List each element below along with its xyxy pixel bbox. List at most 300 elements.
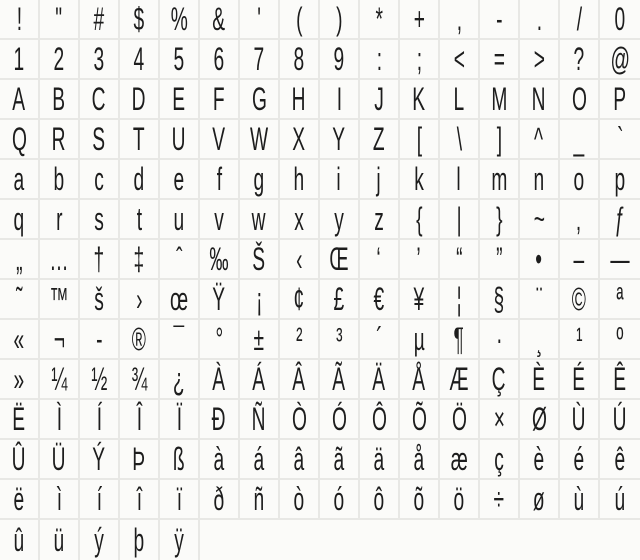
glyph: % — [170, 1, 188, 37]
glyph-cell[interactable] — [520, 40, 560, 80]
glyph-cell[interactable] — [0, 280, 40, 320]
glyph-cell[interactable] — [280, 320, 320, 360]
glyph: Á — [252, 361, 266, 397]
glyph-cell[interactable] — [600, 0, 640, 40]
glyph-cell[interactable] — [0, 320, 40, 360]
glyph-cell[interactable] — [200, 440, 240, 480]
glyph-cell[interactable] — [320, 160, 360, 200]
glyph-cell[interactable] — [80, 0, 120, 40]
glyph: Ù — [572, 401, 586, 437]
glyph: ‰ — [209, 241, 229, 277]
glyph-cell[interactable] — [80, 480, 120, 520]
glyph-cell[interactable] — [520, 320, 560, 360]
glyph-cell[interactable] — [80, 440, 120, 480]
glyph-cell[interactable] — [360, 80, 400, 120]
glyph: Œ — [329, 241, 349, 277]
glyph-cell[interactable] — [40, 40, 80, 80]
glyph: Ý — [92, 441, 106, 477]
glyph: Î — [136, 401, 142, 437]
glyph-cell[interactable] — [120, 360, 160, 400]
glyph: o — [573, 161, 585, 197]
glyph: Š — [252, 241, 266, 277]
glyph-cell[interactable] — [440, 160, 480, 200]
glyph-cell[interactable] — [0, 160, 40, 200]
glyph-cell[interactable] — [600, 40, 640, 80]
glyph: Ÿ — [212, 281, 226, 317]
glyph-cell[interactable] — [80, 160, 120, 200]
glyph-cell[interactable] — [40, 320, 80, 360]
glyph-cell[interactable] — [40, 480, 80, 520]
glyph-cell[interactable] — [0, 520, 40, 560]
glyph-cell[interactable] — [80, 320, 120, 360]
glyph-cell[interactable] — [120, 120, 160, 160]
glyph-cell[interactable] — [320, 40, 360, 80]
glyph-cell[interactable] — [80, 400, 120, 440]
glyph: M — [491, 81, 507, 117]
glyph: ° — [215, 321, 223, 357]
glyph-cell[interactable] — [480, 0, 520, 40]
glyph: q — [13, 201, 25, 237]
glyph-cell[interactable] — [560, 360, 600, 400]
glyph: ” — [495, 241, 503, 277]
glyph: k — [414, 161, 424, 197]
glyph-cell[interactable] — [160, 40, 200, 80]
glyph: - — [495, 1, 503, 37]
glyph-cell[interactable] — [80, 280, 120, 320]
glyph-cell[interactable] — [600, 400, 640, 440]
glyph-cell[interactable] — [320, 120, 360, 160]
glyph-cell[interactable] — [240, 240, 280, 280]
glyph-cell[interactable] — [440, 440, 480, 480]
glyph: : — [376, 41, 382, 77]
glyph-cell[interactable] — [400, 360, 440, 400]
glyph: ¾ — [130, 361, 148, 397]
glyph: c — [94, 161, 104, 197]
glyph-cell[interactable] — [320, 0, 360, 40]
glyph-cell[interactable] — [400, 40, 440, 80]
glyph-cell[interactable] — [440, 240, 480, 280]
glyph-cell[interactable] — [80, 120, 120, 160]
glyph-cell[interactable] — [360, 0, 400, 40]
glyph-cell[interactable] — [600, 80, 640, 120]
glyph-cell[interactable] — [400, 320, 440, 360]
glyph-cell[interactable] — [0, 80, 40, 120]
glyph-cell[interactable] — [80, 360, 120, 400]
glyph-cell[interactable] — [120, 480, 160, 520]
glyph: \ — [456, 121, 462, 157]
glyph: w — [252, 201, 266, 237]
glyph: U — [172, 121, 186, 157]
glyph-cell[interactable] — [200, 360, 240, 400]
glyph-cell[interactable] — [120, 520, 160, 560]
glyph: @ — [610, 41, 630, 77]
glyph-cell[interactable] — [440, 480, 480, 520]
glyph-cell[interactable] — [240, 440, 280, 480]
glyph-cell[interactable] — [120, 240, 160, 280]
glyph-cell[interactable] — [0, 200, 40, 240]
glyph: C — [92, 81, 106, 117]
glyph-cell[interactable] — [280, 440, 320, 480]
glyph: ‹ — [295, 241, 303, 277]
glyph-cell[interactable] — [480, 400, 520, 440]
glyph: e — [173, 161, 185, 197]
glyph-cell[interactable] — [560, 240, 600, 280]
glyph: œ — [169, 281, 189, 317]
glyph: À — [212, 361, 226, 397]
glyph-cell[interactable] — [240, 400, 280, 440]
glyph-cell[interactable] — [480, 440, 520, 480]
glyph: Ü — [52, 441, 66, 477]
glyph-cell[interactable] — [400, 200, 440, 240]
glyph: ì — [56, 481, 62, 517]
glyph: ˆ — [175, 241, 183, 277]
glyph: ; — [416, 41, 422, 77]
glyph-cell[interactable] — [320, 440, 360, 480]
glyph-cell[interactable] — [520, 0, 560, 40]
glyph-cell[interactable] — [400, 0, 440, 40]
glyph: î — [136, 481, 142, 517]
glyph-cell[interactable] — [280, 480, 320, 520]
glyph-cell[interactable] — [360, 120, 400, 160]
glyph: = — [493, 41, 505, 77]
glyph-cell[interactable] — [160, 360, 200, 400]
glyph-cell[interactable] — [80, 40, 120, 80]
glyph-cell[interactable] — [480, 160, 520, 200]
glyph: Ê — [613, 361, 627, 397]
glyph: ¬ — [53, 321, 65, 357]
glyph: u — [173, 201, 185, 237]
glyph: ~ — [533, 201, 545, 237]
glyph: ! — [16, 1, 22, 37]
glyph-cell[interactable] — [400, 280, 440, 320]
glyph-cell[interactable] — [360, 440, 400, 480]
glyph-cell[interactable] — [120, 80, 160, 120]
glyph-cell[interactable] — [120, 400, 160, 440]
glyph-cell[interactable] — [200, 80, 240, 120]
glyph-cell[interactable] — [520, 200, 560, 240]
glyph-cell[interactable] — [360, 320, 400, 360]
glyph-cell[interactable] — [600, 480, 640, 520]
glyph-cell[interactable] — [440, 200, 480, 240]
glyph-cell[interactable] — [40, 160, 80, 200]
glyph-cell[interactable] — [560, 120, 600, 160]
glyph-cell[interactable] — [440, 360, 480, 400]
glyph-cell[interactable] — [120, 440, 160, 480]
glyph: 1 — [13, 41, 25, 77]
glyph-cell[interactable] — [360, 160, 400, 200]
glyph-cell[interactable] — [40, 120, 80, 160]
glyph-cell[interactable] — [400, 400, 440, 440]
glyph-cell[interactable] — [160, 0, 200, 40]
glyph: + — [413, 1, 425, 37]
glyph-cell[interactable] — [320, 360, 360, 400]
glyph-cell[interactable] — [520, 120, 560, 160]
glyph: à — [213, 441, 225, 477]
glyph-cell[interactable] — [200, 120, 240, 160]
glyph: . — [536, 1, 542, 37]
glyph-cell[interactable] — [160, 240, 200, 280]
glyph-cell[interactable] — [40, 520, 80, 560]
glyph-cell[interactable] — [120, 160, 160, 200]
glyph-cell[interactable] — [600, 360, 640, 400]
glyph-cell[interactable] — [40, 200, 80, 240]
glyph-cell[interactable] — [600, 240, 640, 280]
glyph-cell[interactable] — [360, 400, 400, 440]
glyph-cell[interactable] — [40, 280, 80, 320]
glyph-cell[interactable] — [40, 0, 80, 40]
glyph-cell[interactable] — [160, 520, 200, 560]
glyph-cell[interactable] — [480, 200, 520, 240]
glyph-cell[interactable] — [80, 80, 120, 120]
glyph-cell[interactable] — [400, 440, 440, 480]
glyph-cell[interactable] — [440, 40, 480, 80]
glyph-cell[interactable] — [160, 280, 200, 320]
glyph-cell[interactable] — [200, 200, 240, 240]
glyph-cell[interactable] — [520, 440, 560, 480]
glyph: ‡ — [133, 241, 145, 277]
glyph-cell[interactable] — [560, 480, 600, 520]
glyph-cell[interactable] — [320, 200, 360, 240]
glyph-cell[interactable] — [0, 360, 40, 400]
glyph-cell[interactable] — [200, 320, 240, 360]
glyph-cell[interactable] — [160, 160, 200, 200]
glyph-cell[interactable] — [520, 360, 560, 400]
glyph-cell[interactable] — [240, 320, 280, 360]
glyph-cell[interactable] — [320, 240, 360, 280]
glyph: r — [55, 201, 63, 237]
glyph-cell[interactable] — [120, 40, 160, 80]
glyph-cell[interactable] — [560, 200, 600, 240]
glyph-cell[interactable] — [320, 480, 360, 520]
glyph-cell[interactable] — [280, 80, 320, 120]
glyph-cell[interactable] — [240, 160, 280, 200]
glyph: ( — [295, 1, 303, 37]
glyph-cell[interactable] — [160, 480, 200, 520]
glyph-cell[interactable] — [240, 280, 280, 320]
glyph: ÷ — [493, 481, 505, 517]
glyph: Þ — [132, 441, 146, 477]
glyph: p — [614, 161, 626, 197]
glyph-cell[interactable] — [560, 80, 600, 120]
glyph-cell[interactable] — [400, 240, 440, 280]
glyph: ¨ — [535, 281, 543, 317]
glyph-cell[interactable] — [560, 160, 600, 200]
glyph-cell[interactable] — [280, 200, 320, 240]
glyph-cell[interactable] — [240, 120, 280, 160]
glyph: • — [535, 241, 543, 277]
glyph: µ — [413, 321, 425, 357]
glyph: ] — [496, 121, 502, 157]
glyph-cell[interactable] — [80, 240, 120, 280]
glyph: ½ — [90, 361, 108, 397]
glyph-cell[interactable] — [400, 80, 440, 120]
glyph-cell[interactable] — [40, 360, 80, 400]
glyph-cell[interactable] — [160, 400, 200, 440]
glyph-cell[interactable] — [280, 160, 320, 200]
glyph-cell[interactable] — [520, 80, 560, 120]
glyph: © — [571, 281, 587, 317]
glyph-cell[interactable] — [0, 120, 40, 160]
glyph: G — [251, 81, 267, 117]
glyph: ¡ — [255, 281, 263, 317]
glyph-cell[interactable] — [400, 160, 440, 200]
glyph-cell[interactable] — [600, 160, 640, 200]
glyph-cell[interactable] — [240, 480, 280, 520]
glyph: P — [613, 81, 627, 117]
glyph-cell[interactable] — [240, 40, 280, 80]
glyph: ý — [94, 522, 104, 558]
glyph-cell[interactable] — [440, 320, 480, 360]
glyph: è — [533, 441, 545, 477]
glyph-cell[interactable] — [280, 40, 320, 80]
glyph-cell[interactable] — [280, 360, 320, 400]
glyph-cell[interactable] — [560, 40, 600, 80]
glyph-cell[interactable] — [40, 400, 80, 440]
glyph-cell[interactable] — [360, 280, 400, 320]
glyph-cell[interactable] — [600, 440, 640, 480]
glyph-cell[interactable] — [120, 280, 160, 320]
glyph-cell[interactable] — [160, 200, 200, 240]
glyph: Ñ — [252, 401, 266, 437]
glyph-cell[interactable] — [160, 80, 200, 120]
glyph-cell[interactable] — [320, 320, 360, 360]
glyph-cell[interactable] — [160, 440, 200, 480]
glyph-cell[interactable] — [360, 200, 400, 240]
glyph-cell[interactable] — [520, 160, 560, 200]
glyph-cell[interactable] — [520, 400, 560, 440]
glyph-cell[interactable] — [200, 280, 240, 320]
glyph-cell[interactable] — [240, 360, 280, 400]
glyph-cell[interactable] — [480, 480, 520, 520]
glyph-cell[interactable] — [440, 280, 480, 320]
glyph-cell[interactable] — [480, 80, 520, 120]
glyph-cell[interactable] — [560, 0, 600, 40]
glyph-cell[interactable] — [520, 240, 560, 280]
glyph-cell[interactable] — [240, 200, 280, 240]
glyph-cell[interactable] — [320, 280, 360, 320]
glyph-cell[interactable] — [200, 400, 240, 440]
glyph: 2 — [53, 41, 65, 77]
glyph-cell[interactable] — [40, 440, 80, 480]
glyph-cell[interactable] — [360, 480, 400, 520]
glyph-cell[interactable] — [200, 40, 240, 80]
glyph-cell[interactable] — [280, 240, 320, 280]
glyph: ò — [293, 481, 305, 517]
glyph: z — [374, 201, 384, 237]
glyph-cell[interactable] — [0, 240, 40, 280]
glyph-cell[interactable] — [40, 240, 80, 280]
glyph: ' — [257, 1, 261, 37]
glyph-cell[interactable] — [200, 240, 240, 280]
glyph-cell[interactable] — [480, 40, 520, 80]
glyph-cell[interactable] — [40, 80, 80, 120]
glyph-cell[interactable] — [400, 120, 440, 160]
glyph-cell[interactable] — [0, 480, 40, 520]
glyph: º — [616, 321, 624, 357]
glyph: * — [375, 1, 383, 37]
glyph: & — [212, 1, 226, 37]
glyph-cell[interactable] — [120, 200, 160, 240]
glyph-cell[interactable] — [240, 0, 280, 40]
glyph-cell[interactable] — [160, 320, 200, 360]
glyph-cell[interactable] — [600, 120, 640, 160]
glyph: Ë — [12, 401, 26, 437]
glyph: X — [292, 121, 306, 157]
glyph-cell[interactable] — [480, 280, 520, 320]
glyph: É — [572, 361, 586, 397]
glyph-cell[interactable] — [480, 320, 520, 360]
glyph-cell[interactable] — [560, 440, 600, 480]
glyph-cell[interactable] — [200, 160, 240, 200]
glyph-cell[interactable] — [200, 480, 240, 520]
glyph-cell[interactable] — [200, 0, 240, 40]
glyph-cell[interactable] — [600, 200, 640, 240]
glyph-cell[interactable] — [280, 120, 320, 160]
glyph-cell[interactable] — [160, 120, 200, 160]
glyph-cell[interactable] — [280, 280, 320, 320]
glyph-cell[interactable] — [240, 80, 280, 120]
glyph-cell[interactable] — [480, 360, 520, 400]
glyph: v — [214, 201, 224, 237]
glyph: ç — [494, 441, 504, 477]
glyph-cell[interactable] — [0, 400, 40, 440]
glyph-cell[interactable] — [600, 320, 640, 360]
glyph-cell[interactable] — [360, 40, 400, 80]
glyph: - — [95, 321, 103, 357]
glyph-cell[interactable] — [440, 0, 480, 40]
glyph: d — [133, 161, 145, 197]
glyph-cell[interactable] — [320, 400, 360, 440]
glyph-cell[interactable] — [120, 0, 160, 40]
glyph-cell[interactable] — [600, 280, 640, 320]
glyph-cell[interactable] — [120, 320, 160, 360]
glyph: ÿ — [174, 522, 184, 558]
glyph-cell[interactable] — [0, 40, 40, 80]
glyph-cell[interactable] — [560, 280, 600, 320]
glyph-cell[interactable] — [320, 80, 360, 120]
glyph: | — [456, 201, 462, 237]
glyph-cell[interactable] — [80, 520, 120, 560]
glyph: † — [93, 241, 105, 277]
glyph-cell[interactable] — [360, 240, 400, 280]
empty-area — [200, 520, 640, 560]
glyph-cell[interactable] — [560, 400, 600, 440]
glyph-cell[interactable] — [280, 0, 320, 40]
glyph-cell[interactable] — [520, 280, 560, 320]
glyph: F — [213, 81, 225, 117]
glyph-cell[interactable] — [440, 400, 480, 440]
glyph: ³ — [335, 321, 343, 357]
glyph: Õ — [411, 401, 427, 437]
glyph: Ø — [531, 401, 547, 437]
glyph-cell[interactable] — [80, 200, 120, 240]
glyph: È — [532, 361, 546, 397]
glyph-cell[interactable] — [360, 360, 400, 400]
glyph-cell[interactable] — [0, 0, 40, 40]
glyph-cell[interactable] — [440, 120, 480, 160]
glyph-cell[interactable] — [520, 480, 560, 520]
glyph-cell[interactable] — [280, 400, 320, 440]
glyph-cell[interactable] — [560, 320, 600, 360]
glyph-cell[interactable] — [440, 80, 480, 120]
glyph-cell[interactable] — [480, 240, 520, 280]
glyph: O — [571, 81, 587, 117]
glyph-cell[interactable] — [0, 440, 40, 480]
glyph: ) — [335, 1, 343, 37]
glyph-cell[interactable] — [400, 480, 440, 520]
glyph-cell[interactable] — [480, 120, 520, 160]
glyph: ë — [13, 481, 25, 517]
